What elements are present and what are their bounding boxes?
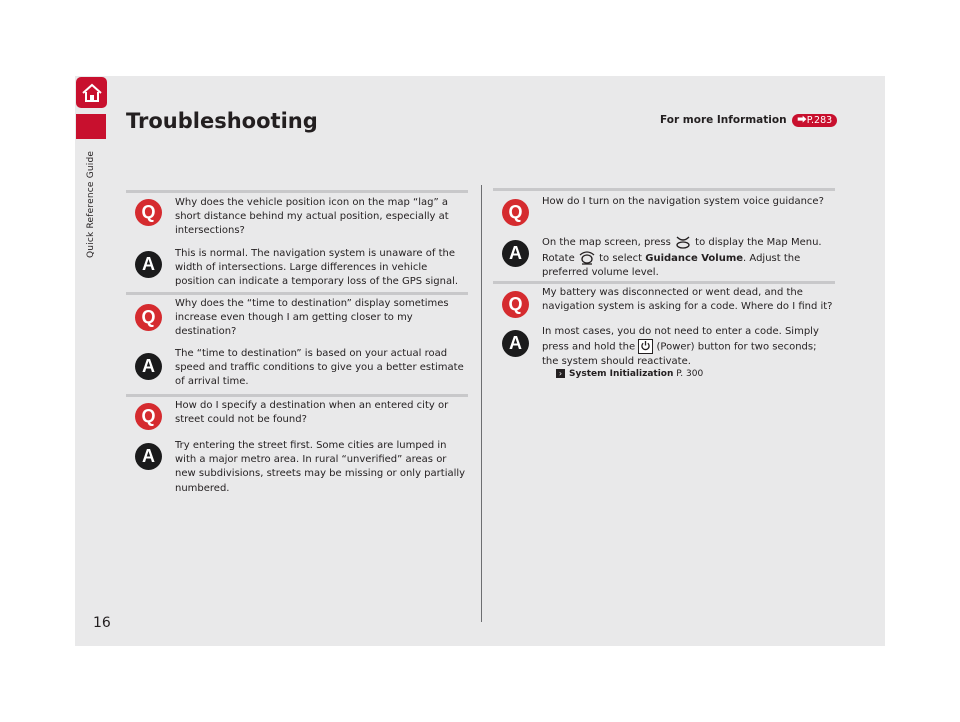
divider [126, 292, 468, 295]
cross-reference[interactable] [556, 369, 703, 379]
question-text: Why does the “time to destination” display sometimes increase even though I am getting closer to my destination? [175, 298, 449, 338]
page-title: Troubleshooting [126, 109, 318, 133]
answer-text-part: to select [599, 253, 643, 265]
answer-text-part: Rotate [542, 253, 575, 265]
divider [493, 188, 835, 191]
page-number: 16 [93, 615, 111, 631]
xref-arrow-icon: › [556, 369, 565, 378]
divider [126, 394, 468, 397]
section-tab[interactable] [76, 114, 106, 139]
answer-text: This is normal. The navigation system is unaware of the width of intersections. Large differences in vehicle position can indicate a temporary loss of the GPS signal. [175, 248, 459, 288]
question-badge: Q [502, 291, 529, 318]
page-reference-pill[interactable] [792, 114, 837, 127]
answer-badge: A [135, 251, 162, 278]
answer-bold-term: Guidance Volume [645, 253, 744, 265]
rotary-knob-icon [578, 250, 596, 266]
home-button[interactable] [76, 77, 107, 108]
answer-text-part: In most cases, you do not need to enter a code. Simply press and hold the [542, 326, 819, 353]
question-badge: Q [502, 199, 529, 226]
answer-text [542, 325, 834, 369]
answer-badge: A [502, 330, 529, 357]
answer-text-part: to display the Map Menu. [695, 237, 822, 248]
more-info-label: For more Information [660, 114, 787, 126]
home-icon [81, 83, 103, 103]
question-badge: Q [135, 403, 162, 430]
answer-badge: A [135, 443, 162, 470]
column-divider [481, 185, 482, 622]
page-reference: P.283 [806, 115, 833, 126]
question-text: Why does the vehicle position icon on the map “lag” a short distance behind my actual position, especially at intersections? [175, 197, 449, 237]
power-icon [638, 339, 653, 354]
map-menu-icon [674, 235, 692, 249]
xref-page: P. 300 [676, 369, 704, 379]
question-badge: Q [135, 199, 162, 226]
answer-text [542, 235, 834, 281]
divider [126, 190, 468, 193]
answer-text-part: . Adjust the preferred volume level. [542, 253, 801, 279]
question-badge: Q [135, 304, 162, 331]
more-info-link[interactable] [660, 114, 837, 127]
answer-text: The “time to destination” is based on your actual road speed and traffic conditions to give you a better estimate of arrival time. [175, 348, 464, 388]
answer-text-part: (Power) button for two seconds; the system should reactivate. [542, 341, 817, 367]
question-text: My battery was disconnected or went dead, and the navigation system is asking for a code. Where do I find it? [542, 287, 833, 313]
sidebar-label: Quick Reference Guide [86, 150, 96, 258]
question-text: How do I turn on the navigation system voice guidance? [542, 196, 824, 207]
answer-text-part: On the map screen, press [542, 237, 671, 248]
xref-label: System Initialization [569, 369, 674, 379]
answer-badge: A [135, 353, 162, 380]
answer-badge: A [502, 240, 529, 267]
divider [493, 281, 835, 284]
question-text: How do I specify a destination when an entered city or street could not be found? [175, 400, 449, 426]
ref-arrow-icon: ⮕ [797, 115, 807, 126]
answer-text: Try entering the street first. Some cities are lumped in with a major metro area. In rural “unverified” areas or new subdivisions, streets may be missing or only partially numbered. [175, 440, 466, 494]
